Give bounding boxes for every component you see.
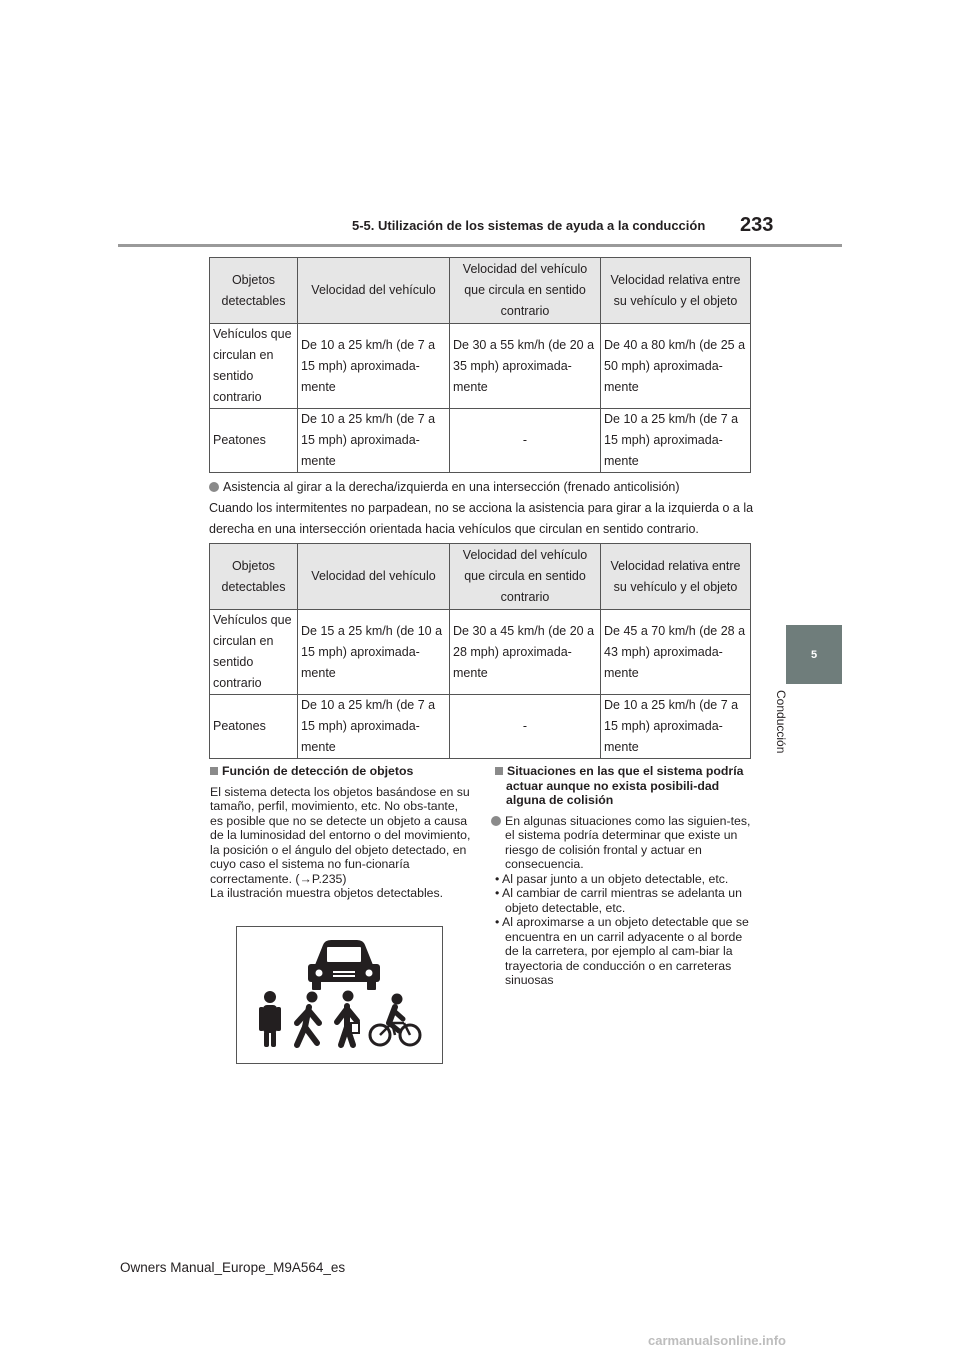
table-row: [210, 324, 751, 409]
header-relative-speed: Velocidad relativa entre su vehículo y el objeto: [601, 544, 751, 610]
chapter-tab[interactable]: [786, 625, 842, 684]
intersection-bullet-text: Asistencia al girar a la derecha/izquierda en una intersección (frenado anticolisión): [223, 480, 680, 494]
list-item-text: Al pasar junto a un objeto detectable, etc.: [502, 871, 729, 886]
table-header-row: [210, 258, 751, 324]
cell-object: Vehículos que circulan en sentido contrario: [210, 610, 298, 695]
header-objects: Objetos detectables: [210, 544, 298, 610]
object-detection-body: El sistema detecta los objetos basándose en su tamaño, perfil, movimiento, etc. No obs-tante, es posible que no se detecte un objeto a causa de la luminosidad del entorno o del movimiento, la posición o el ángulo del objeto detectado, en cuyo caso el sistema no fun-cionaría correctamente. (→P.235): [210, 784, 471, 886]
table-row: [210, 695, 751, 759]
cell-relative-speed: De 40 a 80 km/h (de 25 a 50 mph) aproximada-mente: [601, 324, 751, 409]
cell-vehicle-speed: De 10 a 25 km/h (de 7 a 15 mph) aproximada-mente: [298, 409, 450, 473]
header-vehicle-speed: Velocidad del vehículo: [298, 258, 450, 324]
header-relative-speed: Velocidad relativa entre su vehículo y el objeto: [601, 258, 751, 324]
cell-object: Vehículos que circulan en sentido contrario: [210, 324, 298, 409]
square-bullet-icon: [495, 767, 503, 775]
object-detection-section: [210, 764, 472, 901]
false-activation-bullet-text: En algunas situaciones como las siguien-tes, el sistema podría determinar que existe un riesgo de colisión frontal y actuar en consecuencia.: [505, 813, 751, 871]
table-row: [210, 610, 751, 695]
pedestrian-carrying-icon: [337, 991, 359, 1046]
intersection-text: Cuando los intermitentes no parpadean, no se acciona la asistencia para girar a la izquierda o a la derecha en una intersección orientada hacia vehículos que circulan en sentido contrario.: [209, 501, 754, 536]
cyclist-icon: [370, 994, 420, 1046]
object-detection-heading: [210, 764, 472, 779]
bullet-icon: [209, 482, 219, 492]
list-item-text: Al cambiar de carril mientras se adelanta un objeto detectable, etc.: [502, 886, 742, 915]
pedestrian-walking-icon: [297, 992, 319, 1046]
header-objects: Objetos detectables: [210, 258, 298, 324]
page-number: 233: [740, 214, 774, 236]
table-header-row: [210, 544, 751, 610]
cell-vehicle-speed: De 10 a 25 km/h (de 7 a 15 mph) aproximada-mente: [298, 324, 450, 409]
header-oncoming-speed: Velocidad del vehículo que circula en sentido contrario: [450, 544, 601, 610]
header-vehicle-speed: Velocidad del vehículo: [298, 544, 450, 610]
footer-text: Owners Manual_Europe_M9A564_es: [120, 1260, 346, 1275]
detection-table-1: [209, 257, 751, 473]
watermark: carmanualsonline.info: [648, 1333, 786, 1348]
list-item-text: Al aproximarse a un objeto detectable que se encuentra en un carril adyacente o al borde de la carretera, por ejemplo al cam-biar la trayectoria de conducción o en carreteras sinuosas: [502, 915, 749, 987]
cell-oncoming-speed: De 30 a 55 km/h (de 20 a 35 mph) aproximada-mente: [450, 324, 601, 409]
cell-relative-speed: De 45 a 70 km/h (de 28 a 43 mph) aproximada-mente: [601, 610, 751, 695]
detection-table-2: [209, 543, 751, 759]
header-rule: [118, 244, 842, 247]
detectable-objects-illustration: [236, 926, 443, 1064]
cell-object: Peatones: [210, 409, 298, 473]
section-title: 5-5. Utilización de los sistemas de ayuda a la conducción: [352, 218, 706, 233]
cell-oncoming-speed: -: [450, 695, 601, 759]
square-bullet-icon: [210, 767, 218, 775]
table-row: [210, 409, 751, 473]
illustration-caption: La ilustración muestra objetos detectables.: [210, 886, 444, 900]
list-item: • Al cambiar de carril mientras se adelanta un objeto detectable, etc.: [495, 886, 742, 915]
cell-vehicle-speed: De 15 a 25 km/h (de 10 a 15 mph) aproximada-mente: [298, 610, 450, 695]
intersection-bullet: [209, 477, 754, 498]
cell-oncoming-speed: -: [450, 409, 601, 473]
bullet-icon: [491, 816, 501, 826]
false-activation-heading-text: Situaciones en las que el sistema podría actuar aunque no exista posibili-dad alguna de colisión: [506, 764, 744, 807]
false-activation-section: [491, 764, 753, 988]
pedestrian-standing-icon: [259, 991, 281, 1047]
chapter-label-wrapper: [776, 690, 812, 770]
illustration-svg: [237, 927, 442, 1063]
chapter-number: 5: [810, 648, 818, 661]
object-detection-heading-text: Función de detección de objetos: [222, 764, 414, 778]
cell-object: Peatones: [210, 695, 298, 759]
false-activation-heading: [491, 764, 753, 808]
false-activation-bullet: [491, 814, 753, 872]
cell-relative-speed: De 10 a 25 km/h (de 7 a 15 mph) aproximada-mente: [601, 695, 751, 759]
chapter-label: Conducción: [774, 690, 788, 754]
list-item: • Al pasar junto a un objeto detectable, etc.: [495, 871, 729, 886]
cell-relative-speed: De 10 a 25 km/h (de 7 a 15 mph) aproximada-mente: [601, 409, 751, 473]
car-icon: [308, 940, 380, 990]
header-oncoming-speed: Velocidad del vehículo que circula en sentido contrario: [450, 258, 601, 324]
cell-oncoming-speed: De 30 a 45 km/h (de 20 a 28 mph) aproximada-mente: [450, 610, 601, 695]
list-item: • Al aproximarse a un objeto detectable que se encuentra en un carril adyacente o al borde de la carretera, por ejemplo al cam-biar la trayectoria de conducción o en carreteras sinuosas: [495, 915, 749, 987]
cell-vehicle-speed: De 10 a 25 km/h (de 7 a 15 mph) aproximada-mente: [298, 695, 450, 759]
